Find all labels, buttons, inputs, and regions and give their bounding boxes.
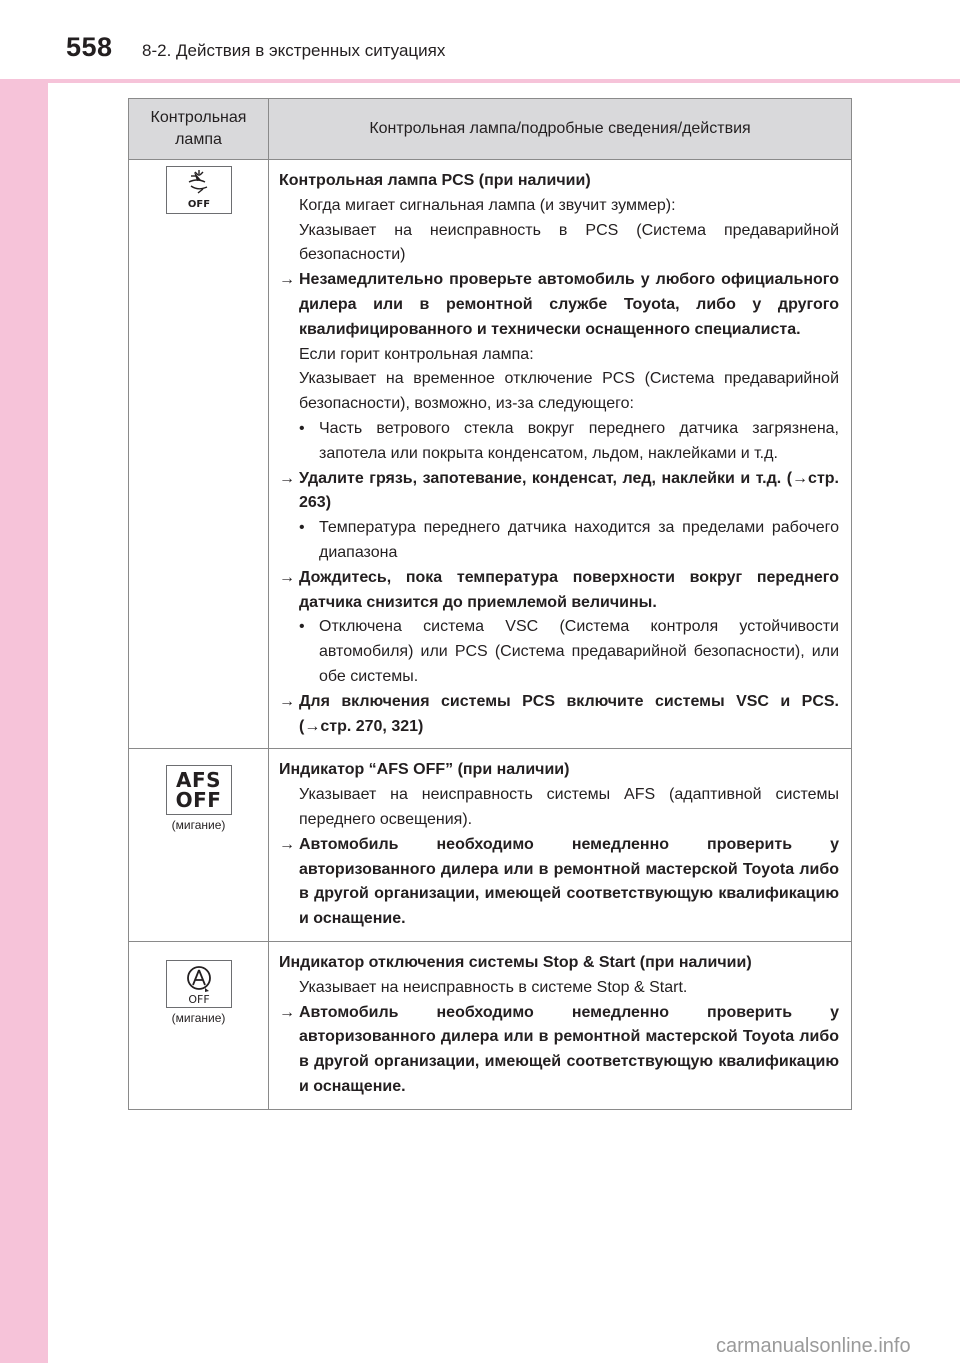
action-item bbox=[279, 566, 839, 616]
arrow-icon: → bbox=[279, 271, 295, 289]
icon-caption: (мигание) bbox=[171, 1010, 226, 1025]
lamp-title: Индикатор отключения системы Stop & Start (при наличии) bbox=[279, 953, 752, 971]
section-title: 8-2. Действия в экстренных ситуациях bbox=[142, 41, 446, 60]
afs-off-icon bbox=[166, 765, 232, 815]
arrow-icon: → bbox=[279, 692, 295, 710]
paragraph: Указывает на неисправность системы AFS (адаптивной системы переднего освещения). bbox=[299, 786, 839, 828]
action-item bbox=[279, 467, 839, 517]
lamp-icon-cell bbox=[129, 941, 269, 1109]
arrow-icon: → bbox=[279, 1003, 295, 1021]
pcs-icon-label: OFF bbox=[187, 199, 210, 210]
action-item bbox=[279, 833, 839, 932]
lamp-details-cell bbox=[269, 749, 852, 942]
stop-start-off-icon-graphic bbox=[167, 961, 231, 1007]
bullet-text: Часть ветрового стекла вокруг переднего датчика загрязнена, запотела или покрыта конденсатом, льдом, наклейками и т.д. bbox=[319, 419, 839, 462]
col-header-lamp: Контрольная лампа bbox=[129, 99, 269, 160]
page-number: 558 bbox=[66, 32, 113, 62]
bullet-icon: • bbox=[299, 519, 305, 537]
paragraph: Когда мигает сигнальная лампа (и звучит зуммер): bbox=[299, 196, 676, 214]
action-text: Удалите грязь, запотевание, конденсат, лед, наклейки и т.д. (→стр. 263) bbox=[299, 469, 839, 512]
action-item bbox=[279, 1001, 839, 1100]
bullet-text: Отключена система VSC (Система контроля устойчивости автомобиля) или PCS (Система предаварийной безопасности), или обе системы. bbox=[319, 618, 839, 685]
watermark: carmanualsonline.info bbox=[716, 1335, 911, 1357]
bullet-item bbox=[279, 417, 839, 467]
warning-lamp-table bbox=[128, 98, 852, 1110]
stop-start-off-icon bbox=[166, 960, 232, 1008]
page-header bbox=[0, 0, 960, 80]
lamp-title: Контрольная лампа PCS (при наличии) bbox=[279, 172, 591, 189]
bullet-item bbox=[279, 615, 839, 689]
stop-start-icon-label: OFF bbox=[187, 992, 210, 1006]
paragraph: Указывает на временное отключение PCS (Система предаварийной безопасности), возможно, из-за следующего: bbox=[299, 370, 839, 413]
bullet-icon: • bbox=[299, 618, 305, 636]
action-text: Автомобиль необходимо немедленно проверить у авторизованного дилера или в ремонтной мастерской Toyota либо в другой организации, имеющей соответствующую квалификацию и оснащение. bbox=[299, 835, 839, 928]
bullet-item bbox=[279, 516, 839, 566]
lamp-icon-cell bbox=[129, 749, 269, 942]
lamp-details-cell bbox=[269, 941, 852, 1109]
table-row bbox=[129, 941, 852, 1109]
action-text: Для включения системы PCS включите системы VSC и PCS. (→стр. 270, 321) bbox=[299, 692, 839, 735]
pcs-off-icon-graphic bbox=[167, 167, 231, 213]
pcs-off-icon bbox=[166, 166, 232, 214]
paragraph: Указывает на неисправность в системе Stop & Start. bbox=[299, 978, 688, 996]
action-text: Дождитесь, пока температура поверхности вокруг переднего датчика снизится до приемлемой величины. bbox=[299, 568, 839, 611]
arrow-icon: → bbox=[279, 835, 295, 853]
action-item bbox=[279, 268, 839, 342]
col-header-details: Контрольная лампа/подробные сведения/действия bbox=[269, 99, 852, 160]
action-item bbox=[279, 690, 839, 740]
side-color-band bbox=[0, 0, 48, 1363]
table-row bbox=[129, 749, 852, 942]
afs-icon-line2: OFF bbox=[175, 788, 222, 813]
paragraph: Если горит контрольная лампа: bbox=[299, 345, 534, 363]
bullet-text: Температура переднего датчика находится за пределами рабочего диапазона bbox=[319, 519, 839, 561]
icon-caption: (мигание) bbox=[171, 818, 226, 833]
afs-icon-line1: AFS bbox=[175, 768, 222, 793]
action-text: Незамедлительно проверьте автомобиль у любого официального дилера или в ремонтной службе Toyota, либо у другого квалифицированного и технически оснащенного специалиста. bbox=[299, 271, 839, 338]
header-divider bbox=[0, 79, 960, 83]
lamp-title: Индикатор “AFS OFF” (при наличии) bbox=[279, 761, 570, 779]
bullet-icon: • bbox=[299, 419, 305, 437]
lamp-icon-cell bbox=[129, 160, 269, 749]
table-row bbox=[129, 160, 852, 749]
table-header-row bbox=[129, 99, 852, 160]
paragraph: Указывает на неисправность в PCS (Система предаварийной безопасности) bbox=[299, 221, 839, 264]
arrow-icon: → bbox=[279, 469, 295, 487]
arrow-icon: → bbox=[279, 568, 295, 586]
action-text: Автомобиль необходимо немедленно проверить у авторизованного дилера или в ремонтной мастерской Toyota либо в другой организации, имеющей соответствующую квалификацию и оснащение. bbox=[299, 1003, 839, 1095]
lamp-details-cell bbox=[269, 160, 852, 749]
